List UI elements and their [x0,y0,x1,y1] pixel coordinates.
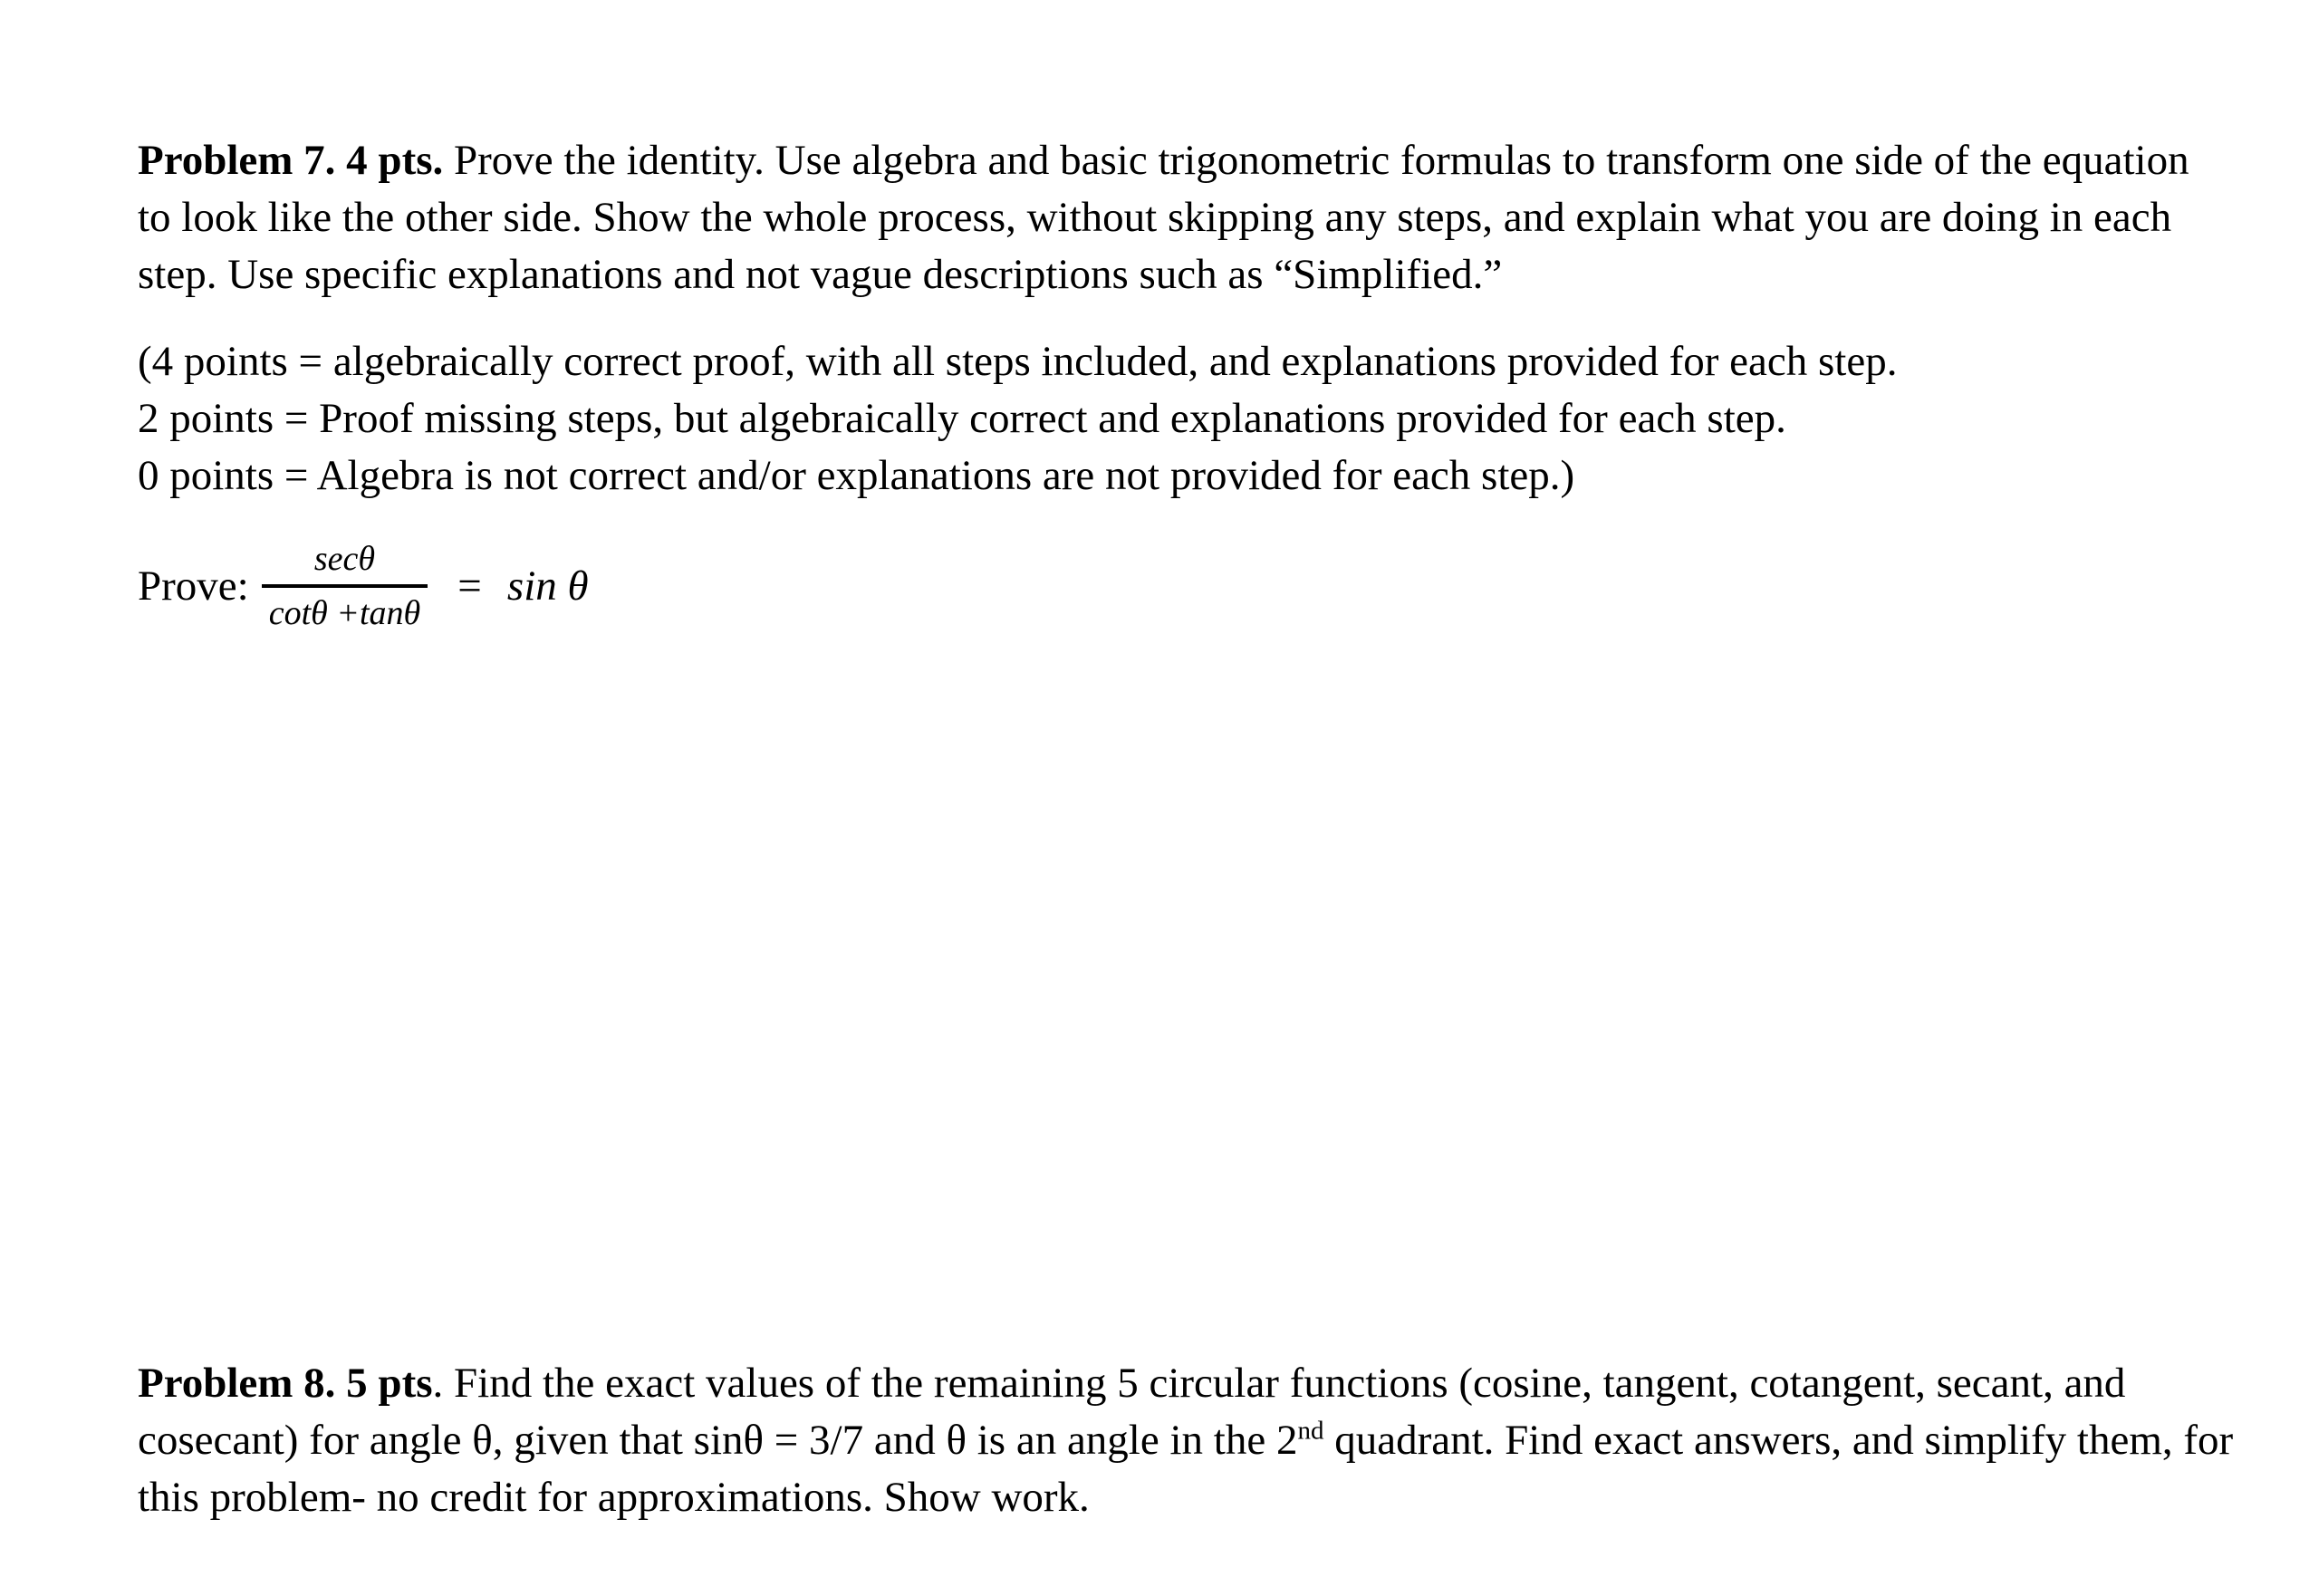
rubric-line-2-points: 2 points = Proof missing steps, but algebraically correct and explanations provided for each step. [138,395,1786,442]
problem8-text-part2: quadrant. Find exact answers, and simplify them, for this problem- no credit for approximations. Show work. [138,1417,2234,1521]
fraction-numerator: secθ [313,540,376,578]
rubric-line-0-points: 0 points = Algebra is not correct and/or explanations are not provided for each step.) [138,452,1575,499]
problem7-label: Problem 7. 4 pts. [138,137,444,184]
problem8-ordinal-superscript: nd [1297,1416,1324,1446]
fraction-denominator: cotθ +tanθ [262,584,428,630]
problem8-paragraph [138,1355,2248,1526]
problem8-label: Problem 8. 5 pts [138,1360,433,1407]
problem8-text-part1: . Find the exact values of the remaining 5 circular functions (cosine, tangent, cotangent, secant, and cosecant) for angle θ, given that sinθ = 3/7 and θ is an angle in the 2 [138,1360,2126,1464]
equation-right-side: sin θ [506,562,589,610]
equation-fraction [262,542,428,630]
problem7-rubric [138,333,2248,505]
problem7-equation [138,542,589,630]
problem7-paragraph [138,132,2221,303]
equation-equals-sign: = [455,562,484,610]
equation-prefix: Prove: [138,562,249,610]
problem7-intro-text: Prove the identity. Use algebra and basic trigonometric formulas to transform one side of the equation to look like the other side. Show the whole process, without skipping any steps, and explain what you are doing in each step. Use specific explanations and not vague descriptions such as “Simplified.” [138,137,2189,298]
rubric-line-4-points: (4 points = algebraically correct proof, with all steps included, and explanations provided for each step. [138,338,1898,385]
